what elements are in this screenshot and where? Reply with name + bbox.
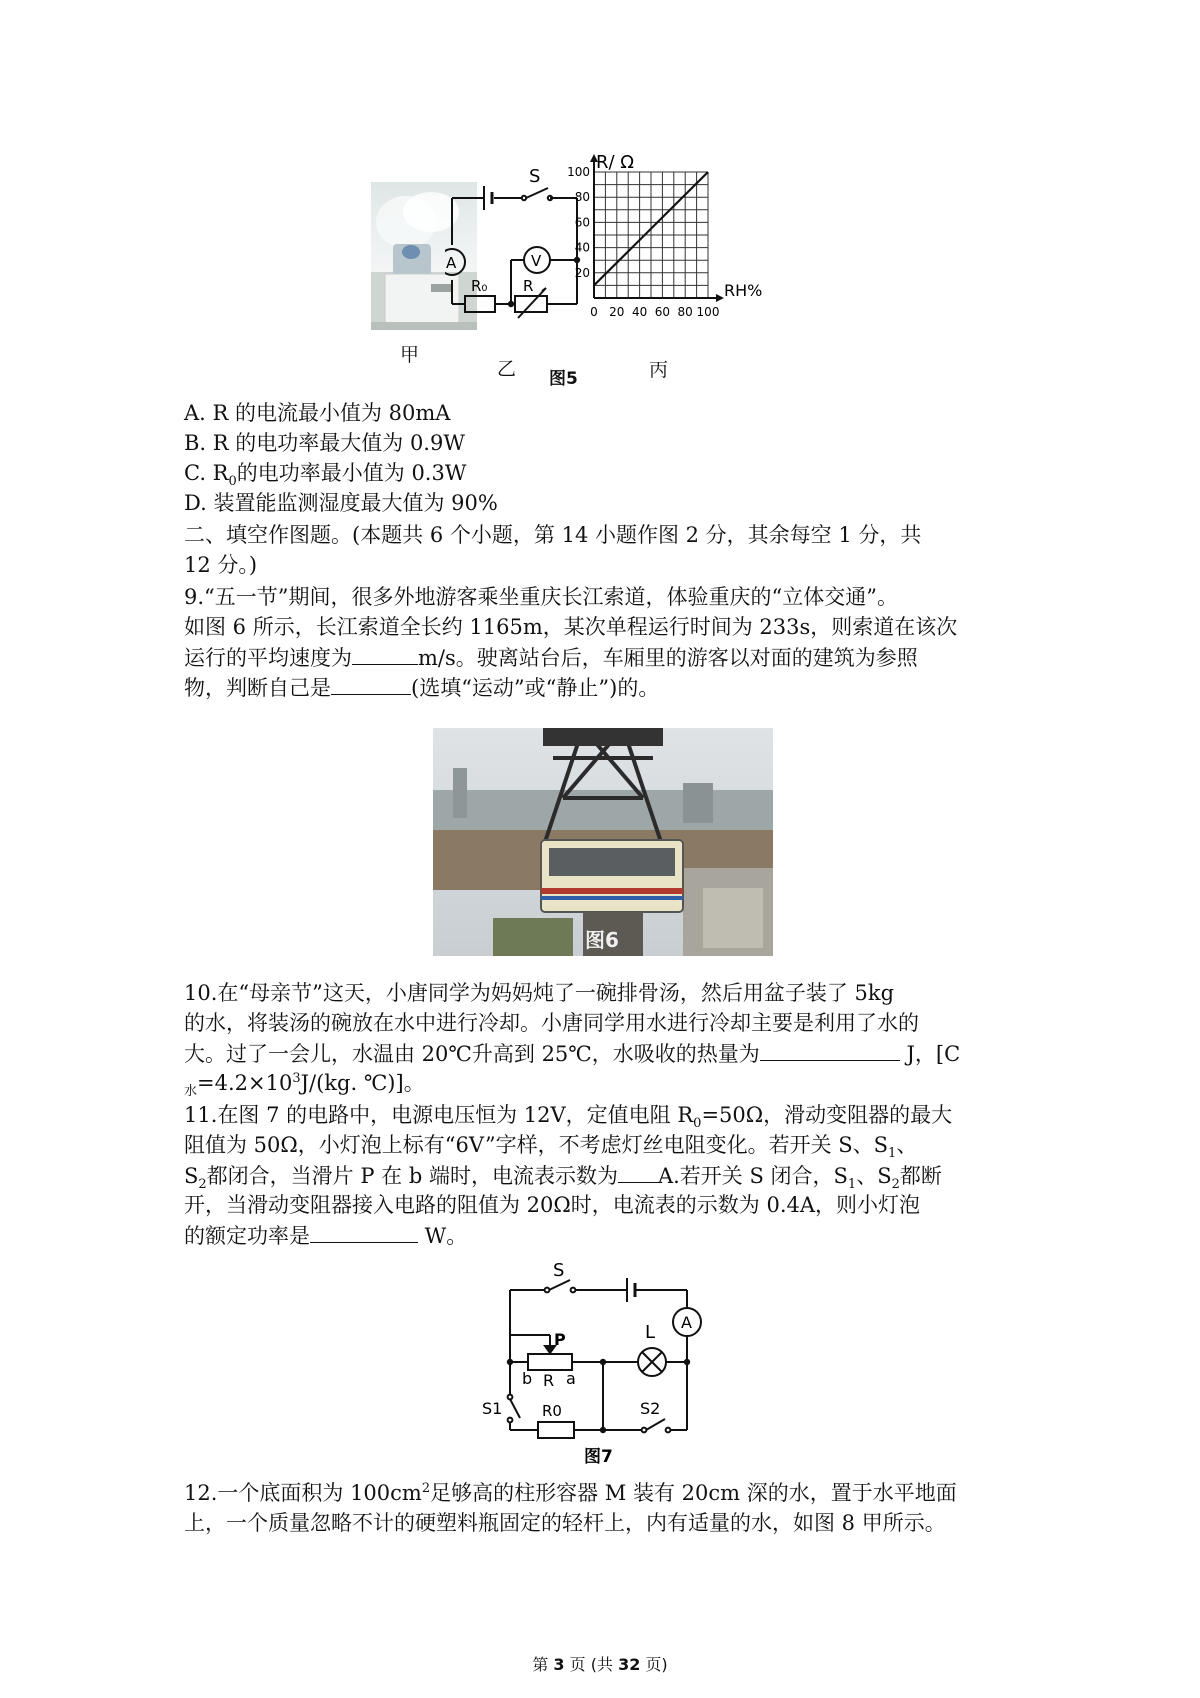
q9-motion-blank[interactable] <box>331 672 411 695</box>
q9-line-1: 9.“五一节”期间，很多外地游客乘坐重庆长江索道，体验重庆的“立体交通”。 <box>184 585 898 609</box>
q11-line-2: 阻值为 50Ω，小灯泡上标有“6V”字样，不考虑灯丝电阻变化。若开关 S、$S_1$、 <box>184 1133 918 1162</box>
fig7-resistor-r0-label: R0 <box>542 1402 562 1420</box>
chart-label: 丙 <box>649 359 669 381</box>
chart-ylabel: R/ Ω <box>596 152 635 173</box>
photo-label: 甲 <box>400 344 420 366</box>
x-tick-label: 40 <box>631 305 648 319</box>
resistor-r0-label: R₀ <box>471 277 488 295</box>
switch-s-label: S <box>529 166 541 187</box>
q8-option-d: D. 装置能监测湿度最大值为 90% <box>184 491 498 515</box>
x-tick-label: 0 <box>590 305 598 319</box>
cable-car-photo <box>433 728 773 956</box>
page-footer: 第 3 页 (共 32 页) <box>532 1655 668 1674</box>
q8-option-b: B. R 的电功率最大值为 0.9W <box>184 431 465 455</box>
q11-line-4: 开，当滑动变阻器接入电路的阻值为 20Ω时，电流表的示数为 0.4A，则小灯泡 <box>184 1193 921 1217</box>
figure-6-caption: 图6 <box>585 928 619 952</box>
x-tick-label: 100 <box>696 305 720 319</box>
y-tick-label: 100 <box>567 165 590 179</box>
fig7-slider-p-label: P <box>554 1330 566 1349</box>
q11-line-1: 11.在图 7 的电路中，电源电压恒为 12V，定值电阻 $R_0=50\Omega$，滑动变阻器的最大 <box>184 1103 953 1132</box>
y-tick-label: 40 <box>574 240 590 255</box>
fig7-end-a-label: a <box>566 1369 576 1388</box>
figure-7-circuit <box>466 1260 736 1470</box>
circuit-label: 乙 <box>497 358 517 380</box>
resistor-r-label: R <box>523 277 534 295</box>
x-tick-label: 60 <box>654 305 671 319</box>
q11-line-5: 的额定功率是 W。 <box>184 1220 467 1251</box>
fig7-ammeter-label: A <box>681 1313 692 1332</box>
chart-xlabel: RH% <box>724 281 763 300</box>
q8-option-a: A. R 的电流最小值为 80mA <box>184 401 451 425</box>
y-tick-label: 80 <box>574 190 590 205</box>
q10-line-2: 的水，将装汤的碗放在水中进行冷却。小唐同学用水进行冷却主要是利用了水的 <box>184 1011 919 1035</box>
resistance-humidity-chart <box>562 150 772 350</box>
ammeter-label: A <box>446 254 457 272</box>
q10-line-1: 10.在“母亲节”这天，小唐同学为妈妈炖了一碗排骨汤，然后用盆子装了 5kg <box>184 981 895 1005</box>
fig7-switch-s2-label: S2 <box>640 1399 661 1418</box>
q11-line-3: $S_2$都闭合，当滑片 P 在 b 端时，电流表示数为 A.若开关 S 闭合，$S_1$、$S_2$都断 <box>184 1160 942 1191</box>
figure-5-caption: 图5 <box>549 369 578 389</box>
q11-power-blank[interactable] <box>310 1220 418 1243</box>
figure-5 <box>370 150 840 390</box>
fig7-switch-s1-label: S1 <box>482 1399 503 1418</box>
x-axis-arrow <box>716 294 724 302</box>
q10-heat-blank[interactable] <box>760 1038 900 1061</box>
x-tick-label: 80 <box>677 305 693 319</box>
section-2-heading-cont: 12 分。) <box>184 553 258 577</box>
page-total: 32 <box>618 1655 641 1674</box>
q9-line-2: 如图 6 所示，长江索道全长约 1165m，某次单程运行时间为 233s，则索道在该次 <box>184 615 958 639</box>
voltmeter-label: V <box>531 252 542 270</box>
page-number: 3 <box>553 1655 565 1674</box>
q8-option-c: C. $R_0$的电功率最小值为 0.3W <box>184 461 467 490</box>
q11-current-blank[interactable] <box>618 1160 658 1183</box>
q9-speed-blank[interactable] <box>352 642 418 665</box>
y-tick-label: 60 <box>574 215 590 230</box>
q9-line-3: 运行的平均速度为 m/s。驶离站台后，车厢里的游客以对面的建筑为参照 <box>184 642 918 673</box>
q10-line-4: $_水=4.2\times 10^3J/(kg$. ℃)]。 <box>184 1071 425 1100</box>
q9-line-4: 物，判断自己是 (选填“运动”或“静止”)的。 <box>184 672 659 703</box>
y-tick-label: 20 <box>574 265 590 280</box>
x-tick-label: 20 <box>609 305 625 319</box>
q12-line-1: 12.一个底面积为 $100cm^2$足够高的柱形容器 M 装有 20cm 深的水，置于水平地面 <box>184 1481 957 1505</box>
section-2-heading: 二、填空作图题。(本题共 6 个小题，第 14 小题作图 2 分，其余每空 1 分，共 <box>184 523 922 547</box>
fig7-rheostat-label: R <box>543 1371 555 1390</box>
fig7-lamp-label: L <box>645 1322 656 1343</box>
q12-line-2: 上，一个质量忽略不计的硬塑料瓶固定的轻杆上，内有适量的水，如图 8 甲所示。 <box>184 1511 946 1535</box>
figure-7-caption: 图7 <box>584 1447 613 1467</box>
q10-line-3: 大。过了一会儿，水温由 20℃升高到 25℃，水吸收的热量为 J，[C <box>184 1038 960 1069</box>
fig7-end-b-label: b <box>522 1369 533 1388</box>
fig7-switch-s-label: S <box>553 1260 565 1281</box>
